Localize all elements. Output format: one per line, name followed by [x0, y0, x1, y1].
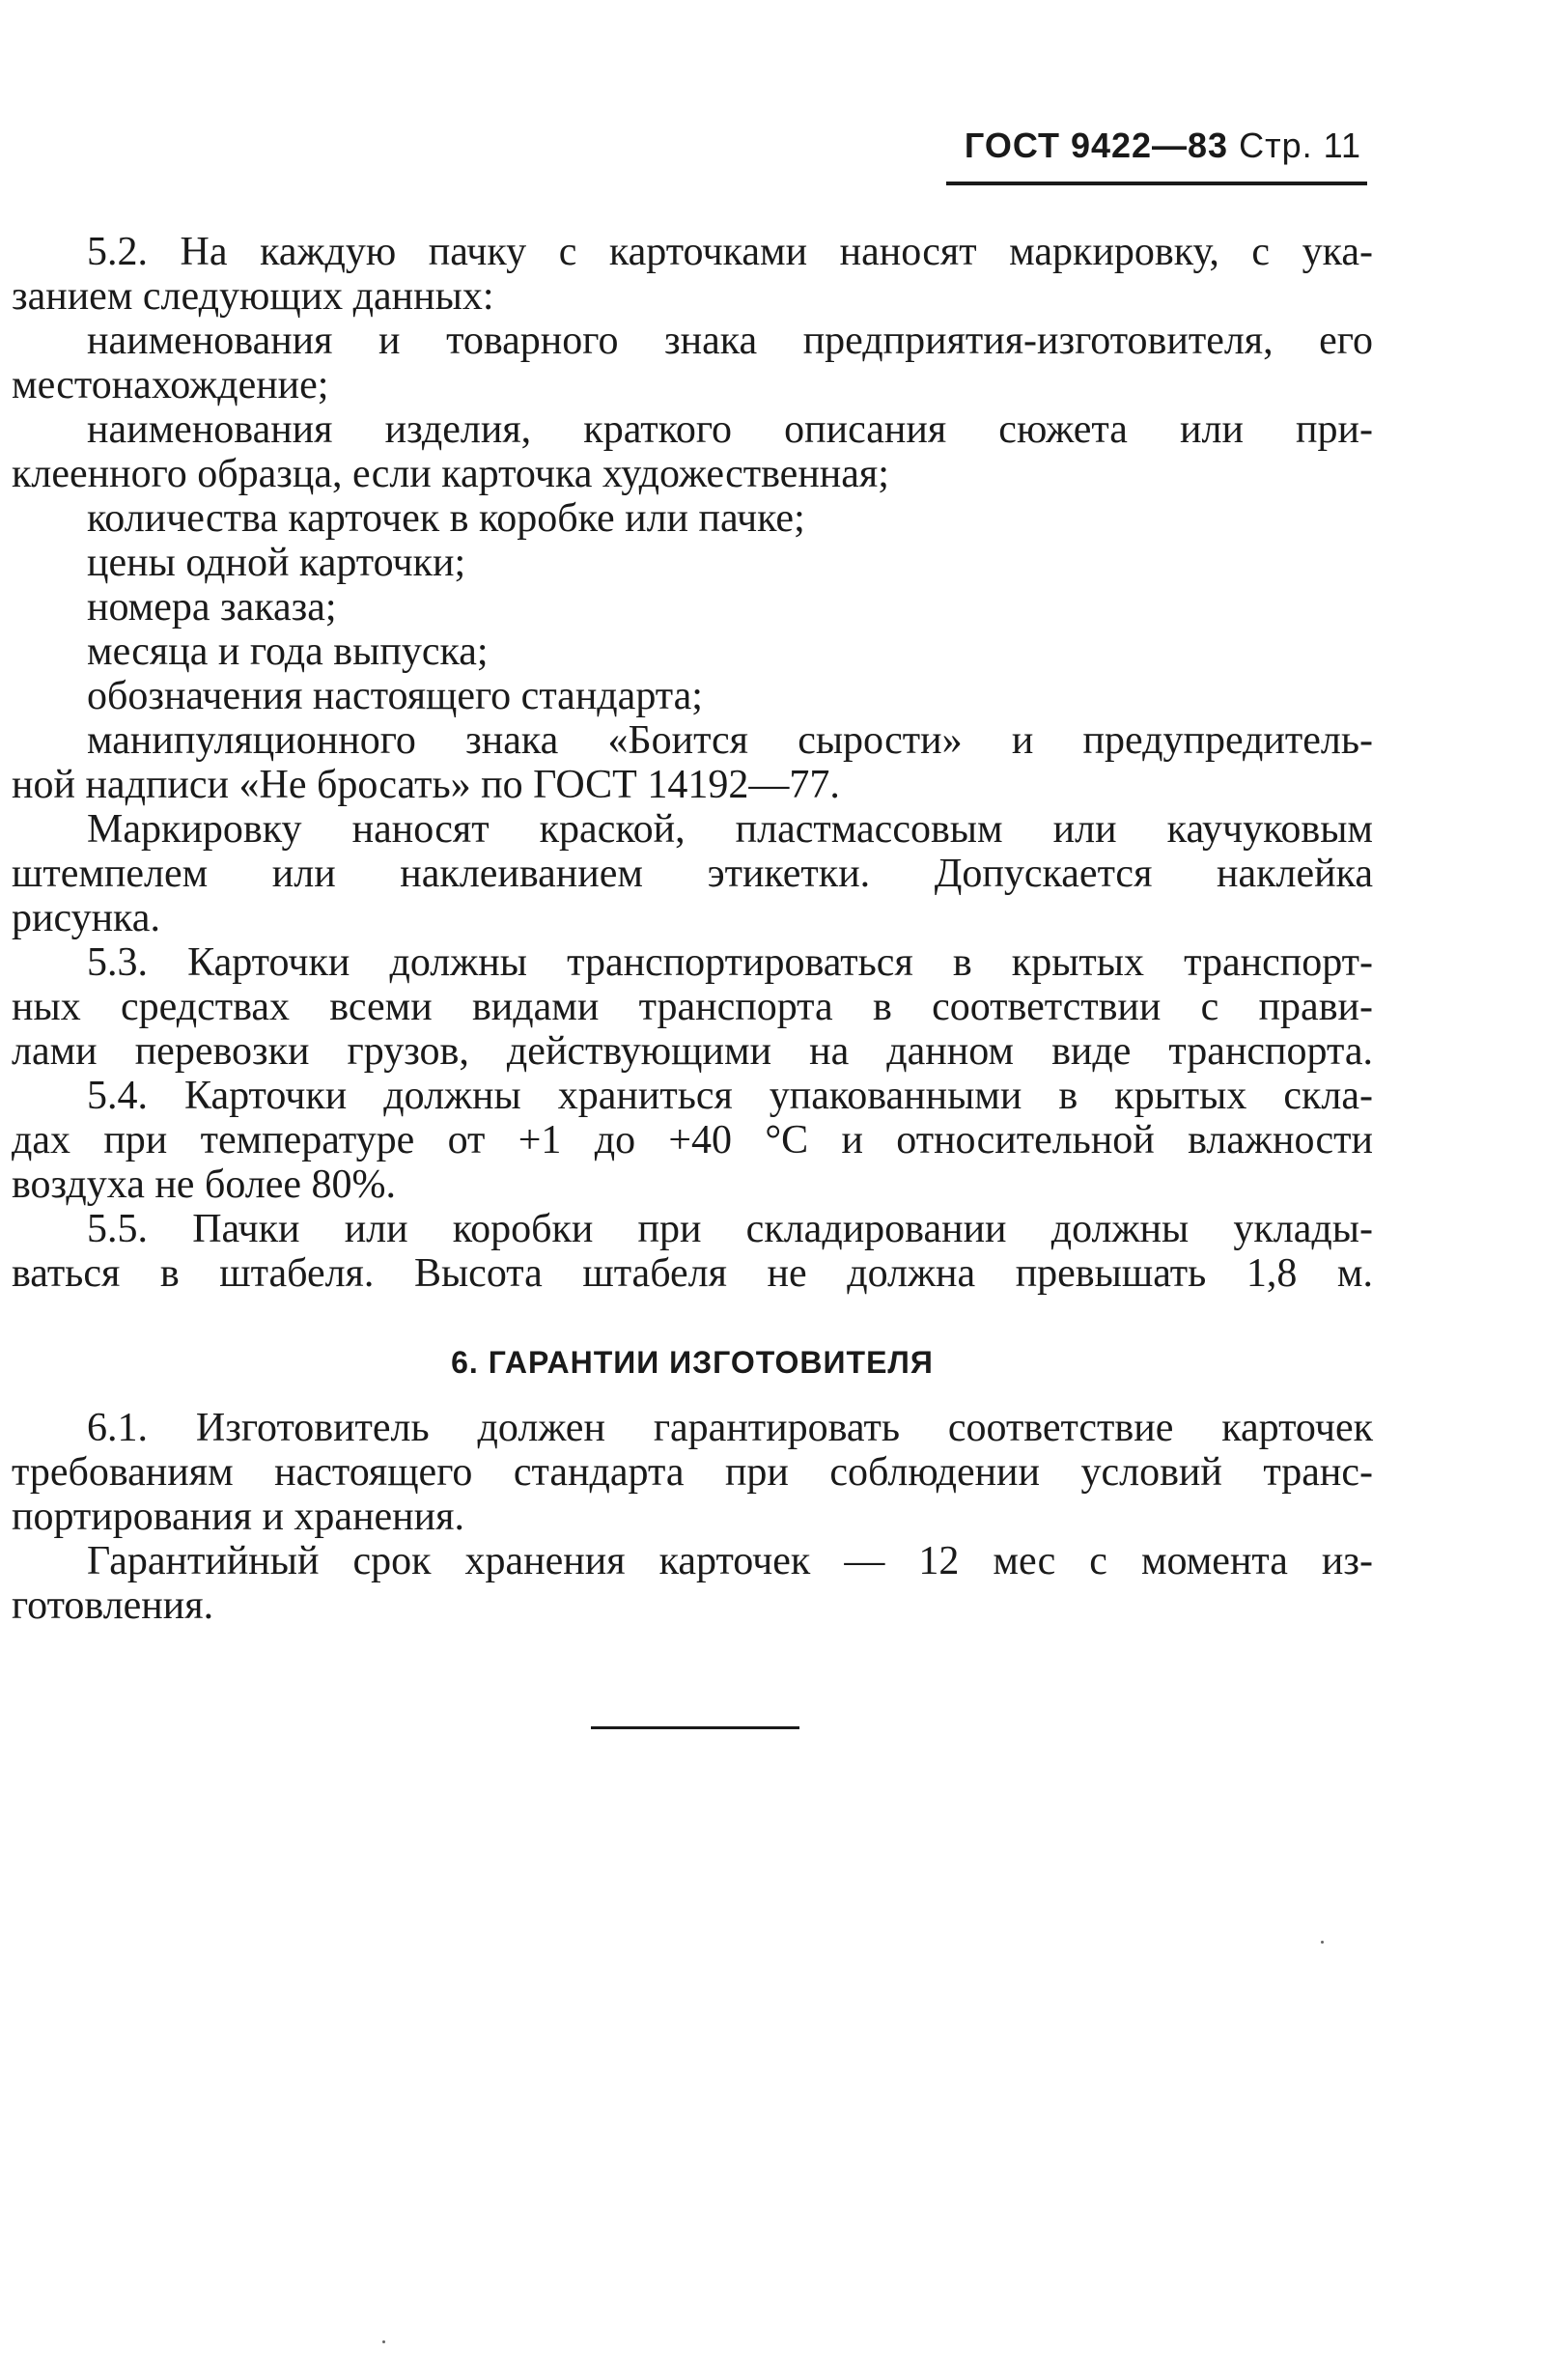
paragraph-line: 5.4. Карточки должны храниться упакованными в крытых скла-	[87, 1074, 1373, 1118]
running-header	[946, 124, 1367, 185]
paragraph-line: цены одной карточки;	[87, 541, 466, 585]
paragraph-line: манипуляционного знака «Боится сырости» и предупредитель-	[87, 718, 1373, 763]
paragraph-line: номера заказа;	[87, 585, 337, 630]
paragraph-line: портирования и хранения.	[12, 1495, 464, 1539]
paragraph-line: 6.1. Изготовитель должен гарантировать соответствие карточек	[87, 1406, 1373, 1450]
paragraph-line: рисунка.	[12, 896, 160, 940]
paragraph-line: занием следующих данных:	[12, 274, 494, 319]
paragraph-line: дах при температуре от +1 до +40 °С и относительной влажности	[12, 1118, 1373, 1162]
paragraph-line: клеенного образца, если карточка художественная;	[12, 452, 889, 496]
paragraph-line: 5.5. Пачки или коробки при складировании должны уклады-	[87, 1207, 1373, 1251]
paragraph-line: Гарантийный срок хранения карточек — 12 мес с момента из-	[87, 1539, 1373, 1583]
paragraph-line: ваться в штабеля. Высота штабеля не должна превышать 1,8 м.	[12, 1251, 1373, 1296]
standard-number: ГОСТ 9422—83	[964, 126, 1229, 165]
paragraph-line: местонахождение;	[12, 363, 329, 407]
paragraph-line: требованиям настоящего стандарта при соблюдении условий транс-	[12, 1450, 1373, 1495]
paragraph-line: штемпелем или наклеиванием этикетки. Допускается наклейка	[12, 852, 1373, 896]
header-text	[965, 126, 1361, 166]
paragraph-line: наименования изделия, краткого описания сюжета или при-	[87, 407, 1373, 452]
end-rule	[591, 1726, 799, 1729]
paragraph-line: ной надписи «Не бросать» по ГОСТ 14192—77.	[12, 763, 840, 807]
paragraph-line: наименования и товарного знака предприятия-изготовителя, его	[87, 319, 1373, 363]
section-heading: 6. ГАРАНТИИ ИЗГОТОВИТЕЛЯ	[451, 1345, 934, 1380]
paragraph-line: Маркировку наносят краской, пластмассовым или каучуковым	[87, 807, 1373, 852]
scan-speck	[1321, 1941, 1324, 1944]
paragraph-line: лами перевозки грузов, действующими на данном виде транспорта.	[12, 1029, 1373, 1074]
document-body	[12, 230, 1373, 1628]
paragraph-line: воздуха не более 80%.	[12, 1162, 396, 1207]
paragraph-line: 5.2. На каждую пачку с карточками наносят маркировку, с ука-	[87, 230, 1373, 274]
paragraph-line: 5.3. Карточки должны транспортироваться в крытых транспорт-	[87, 940, 1373, 985]
paragraph-line: количества карточек в коробке или пачке;	[87, 496, 805, 541]
paragraph-line: ных средствах всеми видами транспорта в соответствии с прави-	[12, 985, 1373, 1029]
page-number: Стр. 11	[1239, 126, 1361, 165]
paragraph-line: обозначения настоящего стандарта;	[87, 674, 703, 718]
paragraph-line: готовления.	[12, 1583, 214, 1628]
scan-speck	[382, 2340, 385, 2343]
paragraph-line: месяца и года выпуска;	[87, 630, 489, 674]
